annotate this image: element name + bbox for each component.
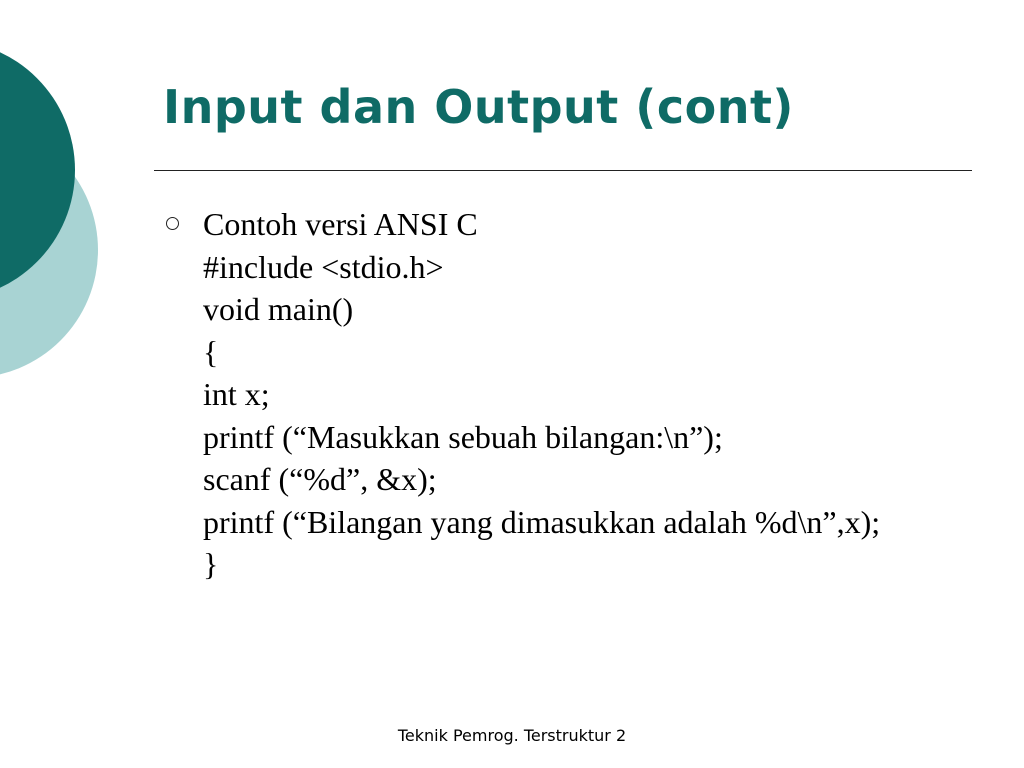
footer-text: Teknik Pemrog. Terstruktur 2 xyxy=(397,726,627,745)
slide-footer xyxy=(0,726,1024,745)
code-line: void main() xyxy=(203,291,354,327)
code-line: printf (“Masukkan sebuah bilangan:\n”); xyxy=(203,418,723,455)
code-line: } xyxy=(203,545,219,582)
code-line: printf (“Bilangan yang dimasukkan adalah %d\n”,x); xyxy=(203,503,881,540)
slide-title: Input dan Output (cont) xyxy=(163,80,794,134)
slide-body xyxy=(203,203,923,585)
decorative-circles xyxy=(0,0,120,420)
title-divider xyxy=(154,170,972,171)
code-line: scanf (“%d”, &x); xyxy=(203,461,437,497)
bullet-heading: Contoh versi ANSI C xyxy=(203,206,478,242)
code-line: { xyxy=(203,333,219,370)
hollow-circle-bullet-icon xyxy=(166,217,179,230)
code-line: #include <stdio.h> xyxy=(203,248,444,285)
code-line: int x; xyxy=(203,376,270,412)
